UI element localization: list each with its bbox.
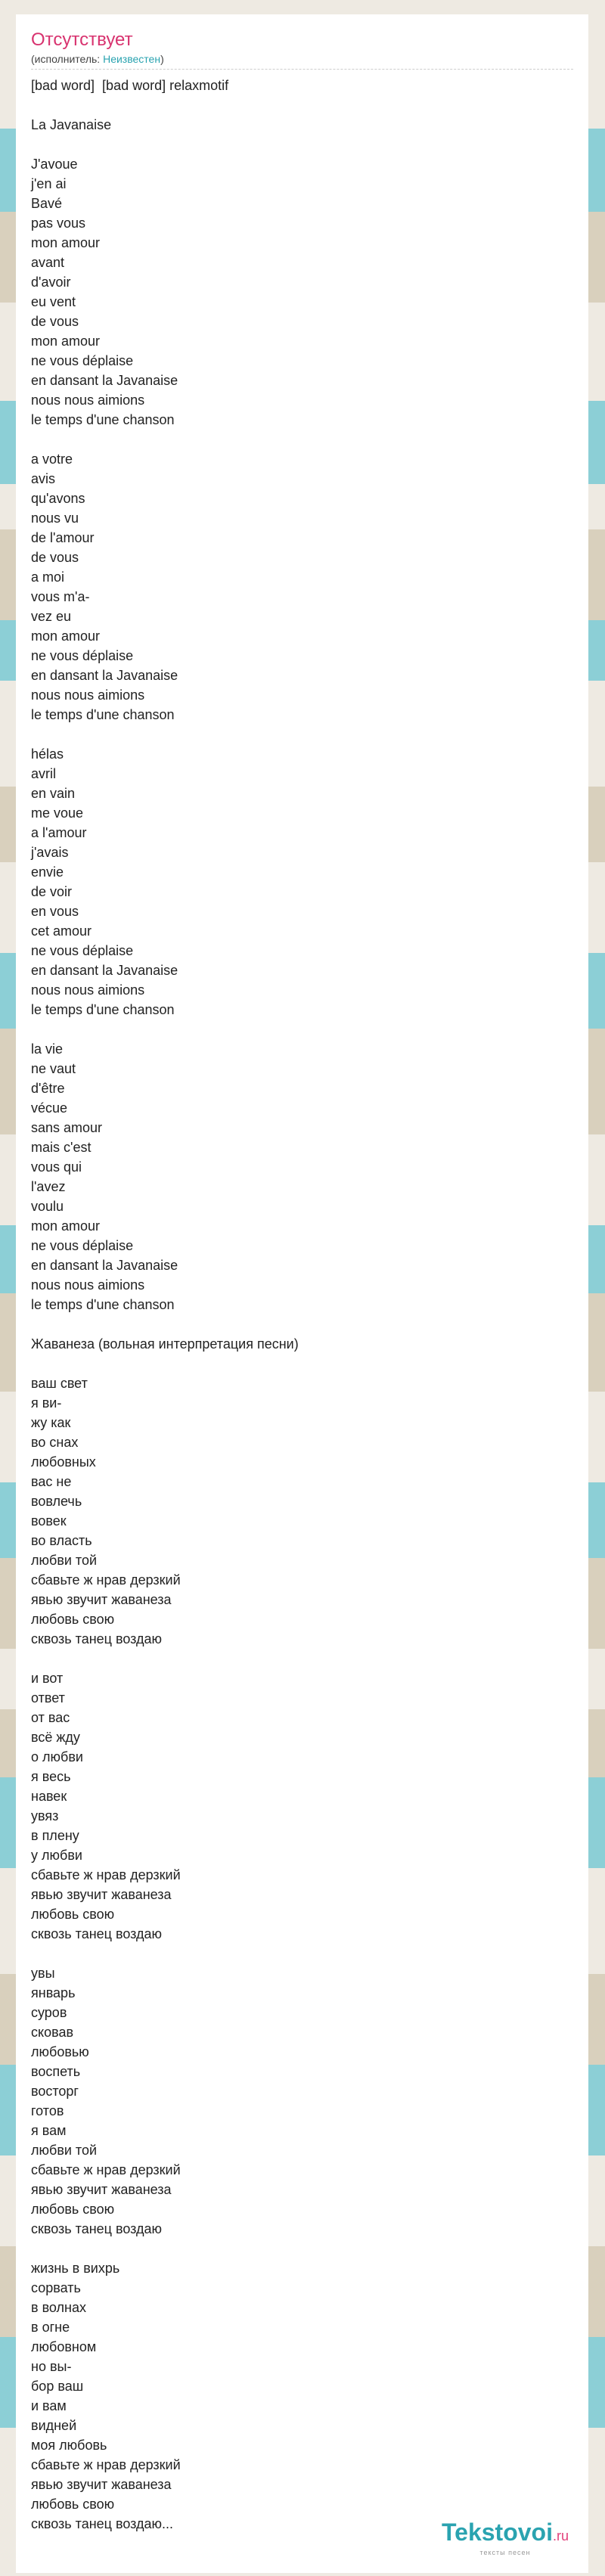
artist-suffix: ) [160,53,164,65]
artist-line [31,52,573,66]
artist-prefix: (исполнитель: [31,53,104,65]
artist-link[interactable]: Неизвестен [103,53,161,65]
logo-tagline: тексты песен [479,2549,531,2556]
lyrics-text: [bad word] [bad word] relaxmotif La Javanaise J'avoue j'en ai Bavé pas vous mon amour avant d'avoir eu vent de vous mon amour ne vous déplaise en dansant la Javanaise nous nous aimions le temps d'une chanson a votre avis qu'avons nous vu de l'amour de vous a moi vous m'a- vez eu mon amour ne vous déplaise en dansant la Javanaise nous nous aimions le temps d'une chanson hélas avril en vain me voue a l'amour j'avais envie de voir en vous cet amour ne vous déplaise en dansant la Javanaise nous nous aimions le temps d'une chanson la vie ne vaut d'être vécue sans amour mais c'est vous qui l'avez voulu mon amour ne vous déplaise en dansant la Javanaise nous nous aimions le temps d'une chanson Жаванеза (вольная интерпретация песни) ваш свет я ви- жу как во снах любовных вас не вовлечь вовек во власть любви той сбавьте ж нрав дерзкий явью звучит жаванеза любовь свою сквозь танец воздаю и вот ответ от вас всё жду о любви я весь навек увяз в плену у любви сбавьте ж нрав дерзкий явью звучит жаванеза любовь свою сквозь танец воздаю увы январь суров сковав любовью воспеть восторг готов я вам любви той сбавьте ж нрав дерзкий явью звучит жаванеза любовь свою сквозь танец воздаю жизнь в вихрь сорвать в волнах в огне любовном но вы- бор ваш и вам видней моя любовь сбавьте ж нрав дерзкий явью звучит жаванеза любовь свою сквозь танец воздаю... [31,78,299,2531]
logo-name: Tekstovoi [441,2519,553,2546]
logo-wordmark [442,2519,569,2549]
lyrics-card [16,14,588,2573]
song-title: Отсутствует [31,29,133,50]
logo-tld: .ru [552,2528,569,2543]
site-logo[interactable] [442,2519,569,2556]
divider [31,69,573,70]
